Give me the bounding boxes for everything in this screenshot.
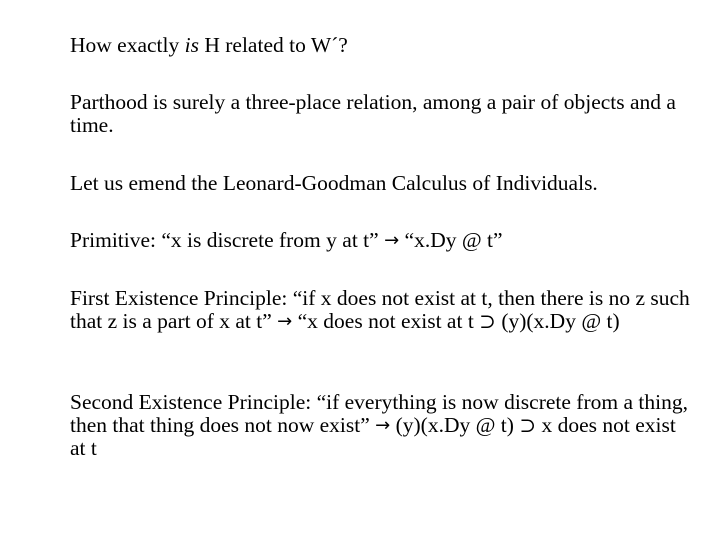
first-principle-mid: “x does not exist at t — [292, 309, 480, 333]
question-paragraph — [70, 34, 690, 57]
emend-paragraph: Let us emend the Leonard-Goodman Calculus of Individuals. — [70, 171, 598, 195]
second-principle-mid: (y)(x.Dy @ t) — [390, 413, 520, 437]
question-text-end: H related to W´? — [198, 33, 348, 57]
question-text-start: How exactly — [70, 33, 185, 57]
first-principle-tail: (y)(x.Dy @ t) — [495, 309, 620, 333]
second-existence-principle-paragraph — [70, 391, 690, 460]
first-principle-lead: First Existence Principle: “if x does not exist at t, then there is no z such that z is a part of x at t” — [70, 286, 690, 333]
question-emphasis: is — [184, 33, 199, 57]
primitive-tail: “x.Dy @ t” — [399, 228, 503, 252]
second-principle-lead: Second Existence Principle: “if everything is now discrete from a thing, then that thing does not now exist” — [70, 390, 688, 437]
parthood-paragraph: Parthood is surely a three-place relation, among a pair of objects and a time. — [70, 90, 676, 137]
right-arrow-icon: → — [375, 415, 391, 436]
first-existence-principle-paragraph — [70, 287, 690, 333]
right-arrow-icon: → — [384, 230, 400, 251]
primitive-lead: Primitive: “x is discrete from y at t” — [70, 228, 379, 252]
primitive-paragraph — [70, 229, 690, 252]
implies-symbol: ⊃ — [519, 413, 537, 437]
second-principle-tail: x does not exist at t — [70, 413, 676, 460]
right-arrow-icon: → — [277, 311, 293, 332]
implies-symbol: ⊃ — [479, 309, 496, 333]
